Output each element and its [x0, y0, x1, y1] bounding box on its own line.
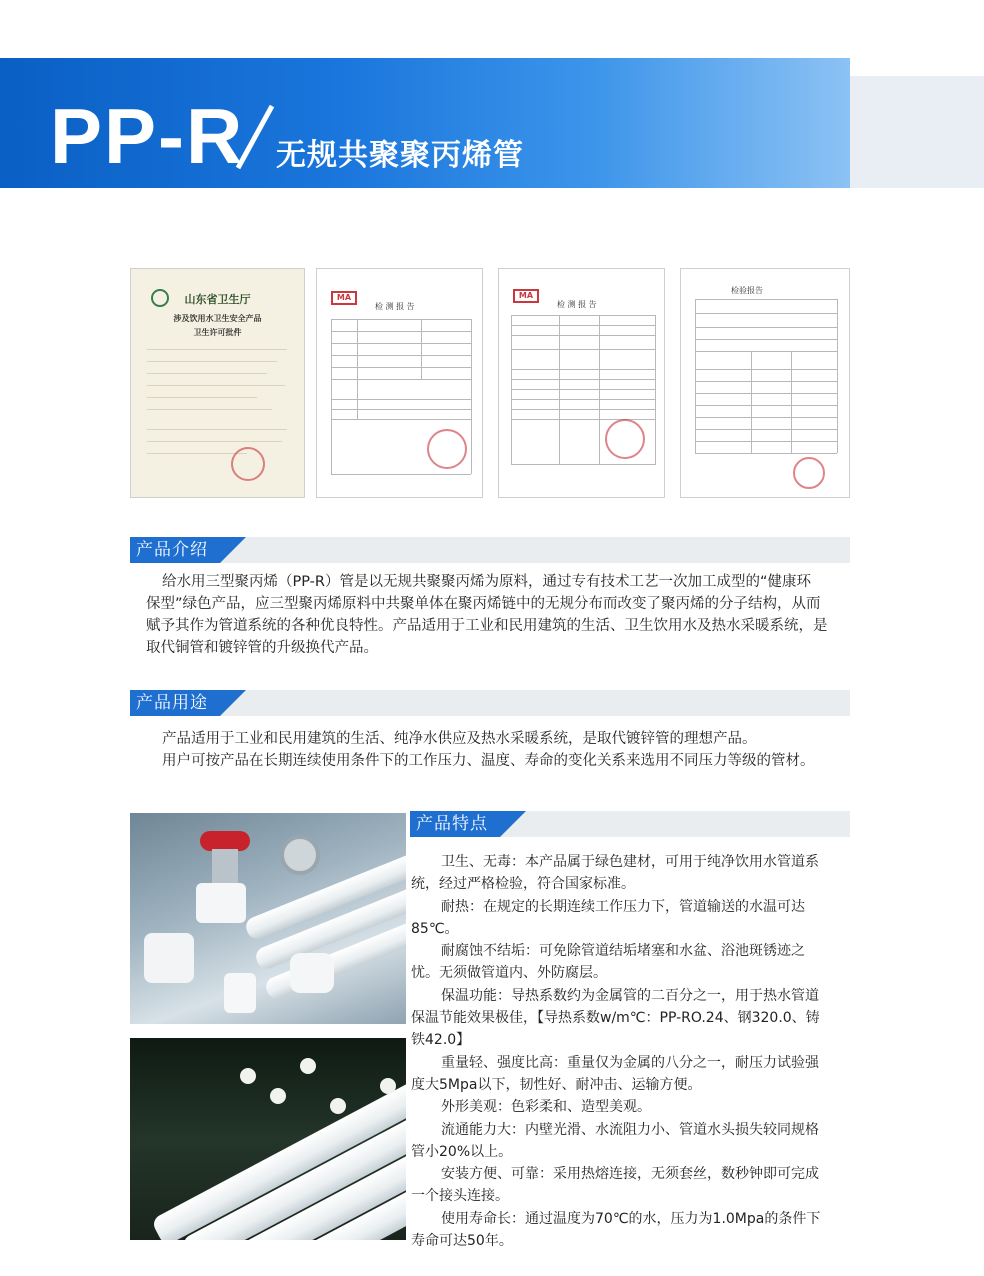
section-header-features	[410, 811, 850, 837]
product-photo-pipes	[130, 1038, 406, 1240]
feature-line: 安装方便、可靠：采用热熔连接，无须套丝，数秒钟即可完成	[441, 1166, 819, 1183]
product-photo-fittings	[130, 813, 406, 1024]
certificate-authority: 山东省卫生厅	[184, 293, 251, 306]
cma-badge-icon: MA	[513, 289, 539, 303]
red-stamp-icon	[605, 419, 645, 459]
cma-badge-icon: MA	[331, 291, 357, 305]
intro-line: 赋予其作为管道系统的各种优良特性。产品适用于工业和民用建筑的生活、卫生饮用水及热水采暖系统，是	[146, 618, 828, 634]
certificate-test-report-2	[498, 268, 665, 498]
red-stamp-icon	[231, 447, 265, 481]
feature-line: 保温功能：导热系数约为金属管的二百分之一，用于热水管道	[441, 987, 819, 1004]
usage-line: 产品适用于工业和民用建筑的生活、纯净水供应及热水采暖系统，是取代镀锌管的理想产品。	[162, 731, 757, 747]
section-label: 产品介绍	[136, 540, 208, 560]
section-tab	[410, 811, 500, 837]
section-label: 产品用途	[136, 693, 208, 713]
usage-paragraph	[162, 728, 815, 772]
feature-line: 一个接头连接。	[411, 1188, 509, 1205]
feature-line: 流通能力大：内壁光滑、水流阻力小、管道水头损失较同规格	[441, 1121, 819, 1138]
feature-line: 外形美观：色彩柔和、造型美观。	[441, 1099, 651, 1116]
intro-line: 给水用三型聚丙烯（PP-R）管是以无规共聚聚丙烯为原料，通过专有技术工艺一次加工成型的“健康环	[162, 574, 811, 590]
section-label: 产品特点	[416, 814, 488, 834]
feature-line: 耐腐蚀不结垢：可免除管道结垢堵塞和水盆、浴池斑锈迹之	[441, 943, 805, 960]
report-title: 检 测 报 告	[557, 300, 597, 309]
certificate-test-report-1	[316, 268, 483, 498]
section-header-intro	[130, 537, 850, 563]
title-slash-divider	[232, 104, 278, 170]
section-tab	[130, 537, 220, 563]
intro-line: 取代铜管和镀锌管的升级换代产品。	[146, 640, 378, 656]
feature-line: 使用寿命长：通过温度为70℃的水，压力为1.0Mpa的条件下	[441, 1210, 821, 1227]
report-title: 检验报告	[731, 286, 763, 295]
section-header-usage	[130, 690, 850, 716]
certificate-health-permit	[130, 268, 305, 498]
feature-line: 管小20%以上。	[411, 1143, 513, 1160]
red-stamp-icon	[793, 457, 825, 489]
red-stamp-icon	[427, 429, 467, 469]
certificate-line-1: 涉及饮用水卫生安全产品	[173, 314, 262, 323]
intro-paragraph	[146, 571, 828, 659]
feature-line: 铁42.0】	[411, 1032, 471, 1049]
feature-line: 保温节能效果极佳，【导热系数w/m℃：PP-RO.24、钢320.0、铸	[411, 1010, 820, 1027]
certificate-line-2: 卫生许可批件	[193, 328, 242, 337]
section-tab	[130, 690, 220, 716]
certificate-inspection-report	[680, 268, 850, 498]
report-title: 检 测 报 告	[375, 302, 415, 311]
page-subtitle: 无规共聚聚丙烯管	[276, 138, 524, 173]
usage-line: 用户可按产品在长期连续使用条件下的工作压力、温度、寿命的变化关系来选用不同压力等级的管材。	[162, 753, 815, 769]
feature-line: 度大5Mpa以下，韧性好、耐冲击、运输方便。	[411, 1076, 702, 1093]
feature-line: 重量轻、强度比高：重量仅为金属的八分之一，耐压力试验强	[441, 1054, 819, 1071]
feature-line: 85℃。	[411, 920, 459, 937]
feature-line: 忧。无须做管道内、外防腐层。	[411, 965, 607, 982]
feature-line: 卫生、无毒：本产品属于绿色建材，可用于纯净饮用水管道系	[441, 854, 819, 870]
brand-title: PP-R	[50, 92, 245, 180]
feature-line: 统，经过严格检验，符合国家标准。	[411, 876, 635, 893]
features-paragraph	[411, 851, 820, 1252]
intro-line: 保型”绿色产品，应三型聚丙烯原料中共聚单体在聚丙烯链中的无规分布而改变了聚丙烯的分子结构，从而	[146, 596, 821, 612]
feature-line: 耐热：在规定的长期连续工作压力下，管道输送的水温可达	[441, 898, 805, 915]
banner-gray-extension	[850, 76, 984, 188]
feature-line: 寿命可达50年。	[411, 1233, 513, 1250]
